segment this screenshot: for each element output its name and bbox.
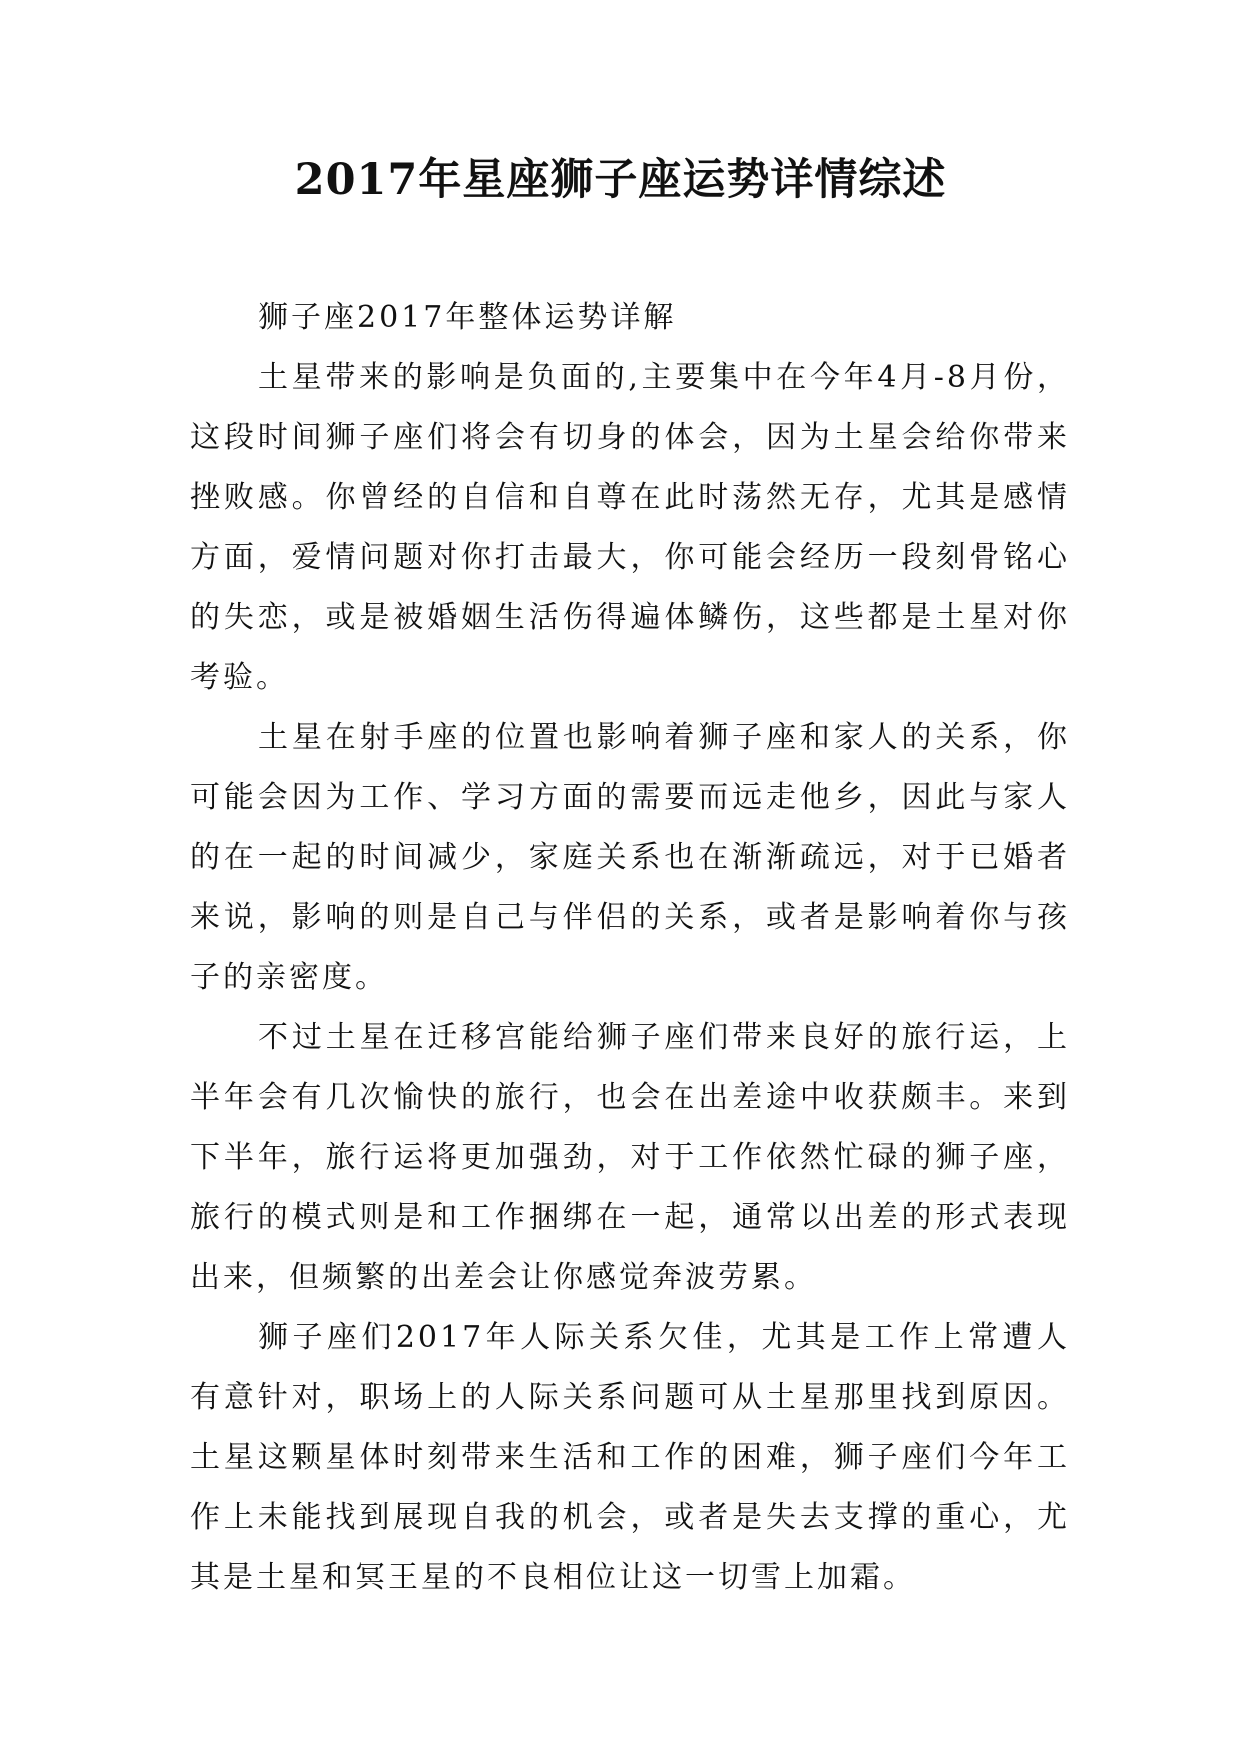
document-body bbox=[190, 288, 1070, 1608]
document-title: 2017年星座狮子座运势详情综述 bbox=[294, 155, 947, 205]
paragraph-interpersonal: 狮子座们2017年人际关系欠佳，尤其是工作上常遭人有意针对，职场上的人际关系问题可从土星那里找到原因。土星这颗星体时刻带来生活和工作的困难，狮子座们今年工作上未能找到展现自我的机会，或者是失去支撑的重心，尤其是土星和冥王星的不良相位让这一切雪上加霜。 bbox=[190, 1320, 1070, 1595]
section-subheading: 狮子座2017年整体运势详解 bbox=[258, 300, 677, 335]
paragraph-saturn-influence: 土星带来的影响是负面的,主要集中在今年4月-8月份，这段时间狮子座们将会有切身的体会，因为土星会给你带来挫败感。你曾经的自信和自尊在此时荡然无存，尤其是感情方面，爱情问题对你打击最大，你可能会经历一段刻骨铭心的失恋，或是被婚姻生活伤得遍体鳞伤，这些都是土星对你考验。 bbox=[190, 360, 1070, 695]
paragraph-family-relations: 土星在射手座的位置也影响着狮子座和家人的关系，你可能会因为工作、学习方面的需要而远走他乡，因此与家人的在一起的时间减少，家庭关系也在渐渐疏远，对于已婚者来说，影响的则是自己与伴侣的关系，或者是影响着你与孩子的亲密度。 bbox=[190, 720, 1070, 995]
paragraph-travel-luck: 不过土星在迁移宫能给狮子座们带来良好的旅行运，上半年会有几次愉快的旅行，也会在出差途中收获颇丰。来到下半年，旅行运将更加强劲，对于工作依然忙碌的狮子座，旅行的模式则是和工作捆绑在一起，通常以出差的形式表现出来，但频繁的出差会让你感觉奔波劳累。 bbox=[190, 1020, 1070, 1295]
